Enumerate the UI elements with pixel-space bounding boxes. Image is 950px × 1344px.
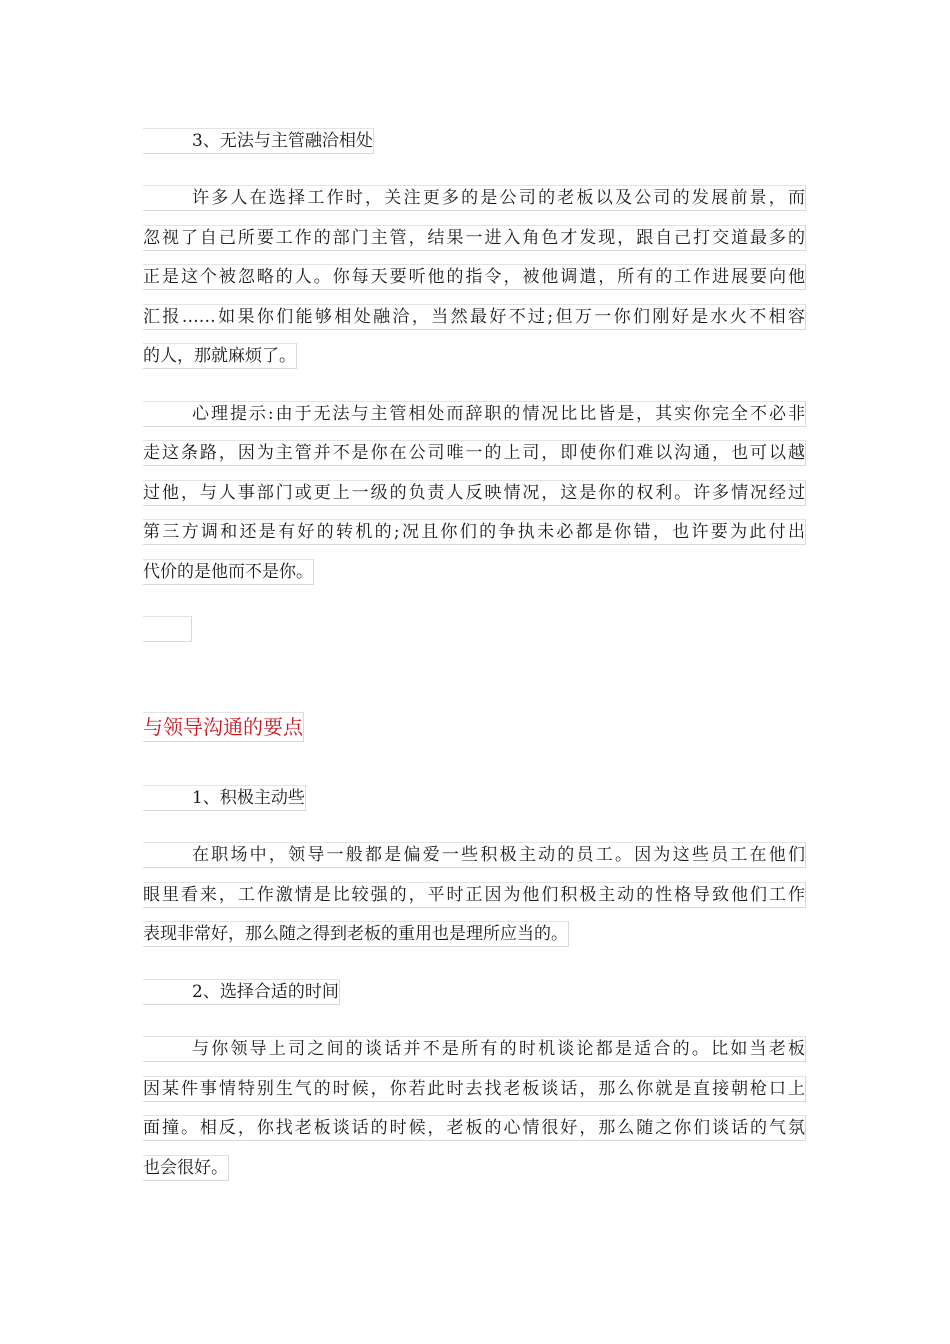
paragraph-line: 面撞。相反，你找老板谈话的时候，老板的心情很好，那么随之你们谈话的气氛 [143,1115,806,1141]
subheading-2: 2、选择合适的时间 [143,979,340,1005]
paragraph-line: 表现非常好，那么随之得到老板的重用也是理所应当的。 [143,921,569,947]
paragraph-line: 也会很好。 [143,1155,229,1181]
paragraph-line: 走这条路，因为主管并不是你在公司唯一的上司，即使你们难以沟通，也可以越 [143,440,806,466]
paragraph-line: 过他，与人事部门或更上一级的负责人反映情况，这是你的权利。许多情况经过 [143,480,806,506]
paragraph-line: 在职场中，领导一般都是偏爱一些积极主动的员工。因为这些员工在他们 [143,842,806,868]
paragraph-line: 正是这个被忽略的人。你每天要听他的指令，被他调遣，所有的工作进展要向他 [143,264,806,290]
paragraph-line: 许多人在选择工作时，关注更多的是公司的老板以及公司的发展前景，而 [143,185,806,211]
paragraph-line: 心理提示:由于无法与主管相处而辞职的情况比比皆是，其实你完全不必非 [143,401,806,427]
paragraph-line: 忽视了自己所要工作的部门主管，结果一进入角色才发现，跟自己打交道最多的 [143,225,806,251]
section-title: 与领导沟通的要点 [143,712,304,742]
paragraph-line: 与你领导上司之间的谈话并不是所有的时机谈论都是适合的。比如当老板 [143,1036,806,1062]
subheading-1: 1、积极主动些 [143,785,306,811]
paragraph-line: 因某件事情特别生气的时候，你若此时去找老板谈话，那么你就是直接朝枪口上 [143,1076,806,1102]
paragraph-line: 眼里看来，工作激情是比较强的，平时正因为他们积极主动的性格导致他们工作 [143,882,806,908]
paragraph-line: 的人，那就麻烦了。 [143,343,297,369]
paragraph-line: 第三方调和还是有好的转机的;况且你们的争执未必都是你错，也许要为此付出 [143,519,806,545]
paragraph-line: 汇报……如果你们能够相处融洽，当然最好不过;但万一你们刚好是水火不相容 [143,304,806,330]
subheading-3: 3、无法与主管融洽相处 [143,128,374,154]
paragraph-line: 代价的是他而不是你。 [143,559,314,585]
empty-line [143,616,192,642]
